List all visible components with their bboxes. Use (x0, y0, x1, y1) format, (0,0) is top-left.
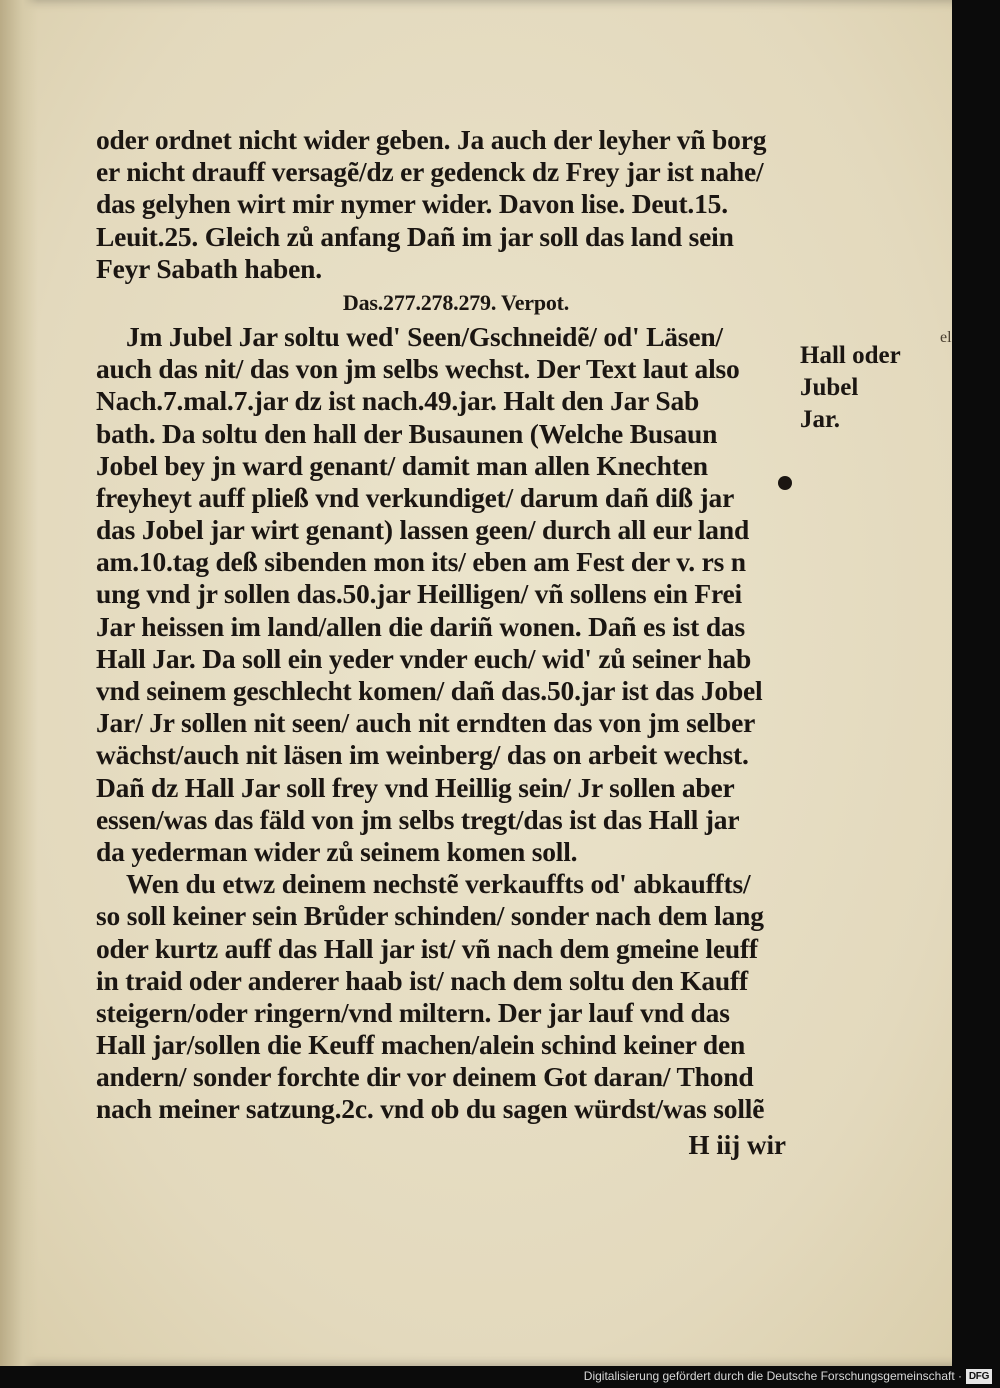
ink-blot (778, 476, 792, 490)
text-line: ung vnd jr sollen das.50.jar Heilligen/ vñ sollens ein Frei (96, 578, 742, 610)
text-line: freyheyt auff pließ vnd verkundiget/ darum dañ diß jar (96, 481, 735, 513)
text-line: Dañ dz Hall Jar soll frey vnd Heillig sein/ Jr sollen aber (96, 771, 735, 803)
main-text-block (96, 124, 786, 1126)
text-line: am.10.tag deß sibenden mon its/ eben am Fest der v. rs n (96, 546, 746, 578)
dfg-logo-icon: DFG (966, 1369, 992, 1384)
text-line: das Jobel jar wirt genant) lassen geen/ durch all eur land (96, 514, 750, 546)
page-gutter-shadow (0, 0, 38, 1366)
text-line: wächst/auch nit läsen im weinberg/ das on arbeit wechst. (96, 739, 749, 771)
margin-note-line: Jar. (800, 406, 841, 433)
text-line: vnd seinem geschlecht komen/ dañ das.50.jar ist das Jobel (96, 675, 763, 706)
text-line: nach meiner satzung.2c. vnd ob du sagen würdst/was sollẽ (96, 1093, 765, 1125)
text-line: Leuit.25. Gleich zů anfang Dañ im jar soll das land sein (96, 220, 734, 252)
text-line: da yederman wider zů seinem komen soll. (96, 835, 578, 867)
text-line: er nicht drauff versagẽ/dz er gedenck dz Frey jar ist nahe/ (96, 156, 764, 188)
text-line: Wen du etwz deinem nechstẽ verkauffts od' abkauffts/ (126, 868, 751, 900)
text-line: bath. Da soltu den hall der Busaunen (Welche Busaun (96, 417, 718, 449)
text-line: oder ordnet nicht wider geben. Ja auch der leyher vñ borg (96, 124, 767, 155)
text-line: Feyr Sabath haben. (96, 252, 322, 284)
text-line: auch das nit/ das von jm selbs wechst. Der Text laut also (96, 353, 740, 385)
footer-credit: Digitalisierung gefördert durch die Deutsche Forschungsgemeinschaft · (583, 1369, 962, 1383)
text-line: oder kurtz auff das Hall jar ist/ vñ nach dem gmeine leuff (96, 932, 758, 964)
text-line: andern/ sonder forchte dir vor deinem Got daran/ Thond (96, 1061, 754, 1093)
footer-bar (0, 1366, 1000, 1388)
text-line: in traid oder anderer haab ist/ nach dem soltu den Kauff (96, 964, 748, 996)
text-line: so soll keiner sein Brůder schinden/ sonder nach dem lang (96, 900, 764, 932)
margin-handwritten-mark: el (940, 329, 952, 346)
text-line: essen/was das fäld von jm selbs tregt/das ist das Hall jar (96, 803, 740, 835)
text-line: Jar/ Jr sollen nit seen/ auch nit erndten das von jm selber (96, 707, 756, 739)
signature-catchword: H iij wir (688, 1130, 786, 1160)
text-line: Jar heissen im land/allen die dariñ wonen. Dañ es ist das (96, 610, 745, 642)
text-line: steigern/oder ringern/vnd miltern. Der jar lauf vnd das (96, 996, 730, 1028)
text-line: Nach.7.mal.7.jar dz ist nach.49.jar. Halt den Jar Sab (96, 385, 700, 417)
margin-note-line: Hall oder Jubel (800, 342, 901, 401)
page-edge (952, 0, 976, 1366)
text-line: das gelyhen wirt mir nymer wider. Davon lise. Deut.15. (96, 188, 728, 220)
text-line: Hall jar/sollen die Keuff machen/alein schind keiner den (96, 1029, 746, 1061)
text-line: Jobel bey jn ward genant/ damit man allen Knechten (96, 449, 708, 481)
text-line: Jm Jubel Jar soltu wed' Seen/Gschneidẽ/ od' Läsen/ (126, 320, 723, 352)
section-heading: Das.277.278.279. Verpot. (342, 289, 570, 315)
text-line: Hall Jar. Da soll ein yeder vnder euch/ wid' zů seiner hab (96, 642, 752, 674)
margin-note (800, 329, 960, 436)
